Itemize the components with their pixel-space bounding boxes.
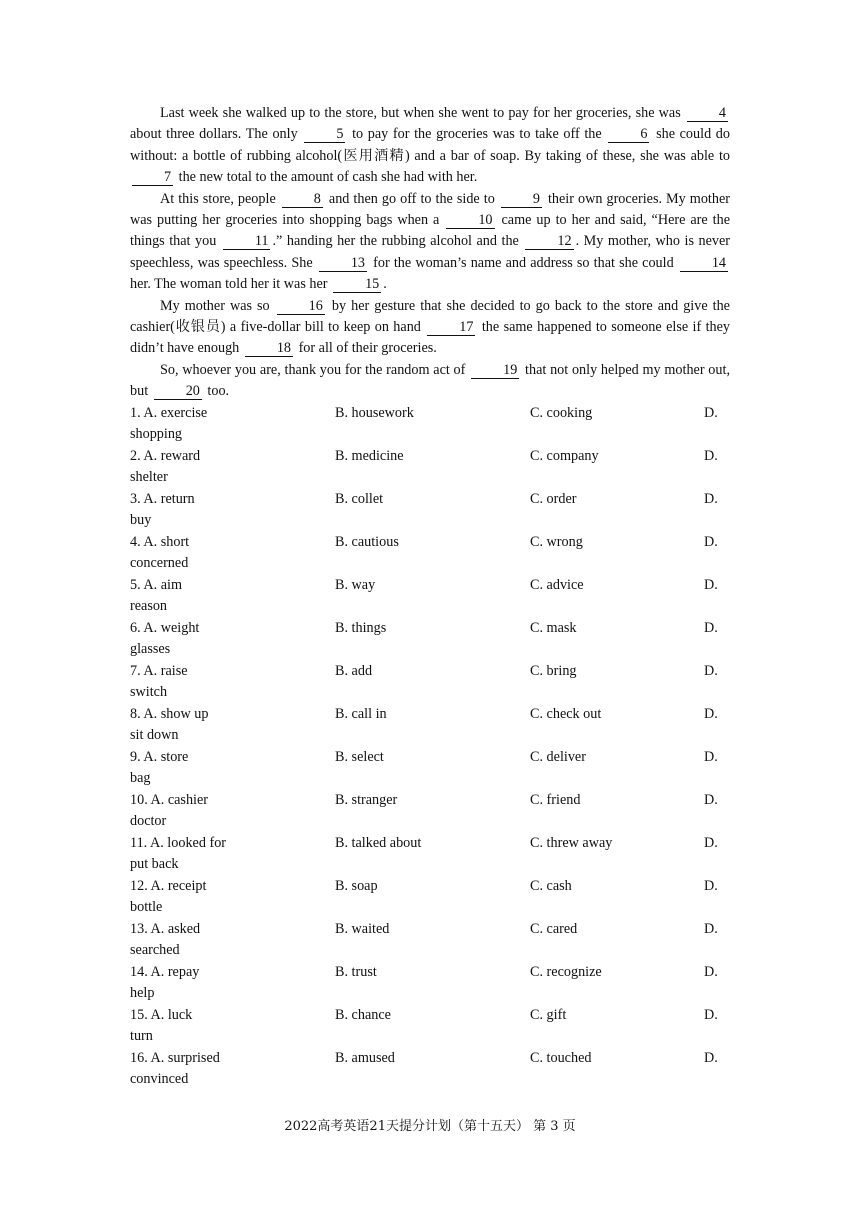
option-c: C. cared (530, 920, 578, 937)
option-d: D. (704, 1049, 718, 1066)
option-d: D. (704, 662, 718, 679)
option-b: B. waited (335, 920, 390, 937)
option-c: C. friend (530, 791, 581, 808)
option-d: D. (704, 619, 718, 636)
question-15-options (130, 1005, 730, 1048)
passage-paragraph (130, 189, 730, 296)
option-c: C. touched (530, 1049, 592, 1066)
passage-text: My mother was so (160, 297, 275, 314)
blank-6: 6 (608, 126, 649, 143)
option-d: D. (704, 404, 718, 421)
option-b: B. amused (335, 1049, 395, 1066)
option-d-text: concerned (130, 555, 189, 572)
question-16-options (130, 1048, 730, 1091)
passage-text: too. (203, 383, 230, 400)
option-d: D. (704, 1006, 718, 1023)
option-c: C. check out (530, 705, 602, 722)
option-a: 14. A. repay (130, 963, 200, 980)
option-d-text: reason (130, 598, 168, 615)
option-b: B. soap (335, 877, 378, 894)
option-c: C. mask (530, 619, 577, 636)
option-b: B. stranger (335, 791, 398, 808)
option-c: C. threw away (530, 834, 613, 851)
option-d: D. (704, 576, 718, 593)
blank-12: 12 (525, 233, 573, 250)
option-c: C. deliver (530, 748, 586, 765)
blank-14: 14 (680, 255, 728, 272)
question-10-options (130, 790, 730, 833)
passage-text: about three dollars. The only (130, 126, 303, 143)
option-a: 3. A. return (130, 490, 195, 507)
option-d: D. (704, 791, 718, 808)
passage-text: . (383, 276, 387, 293)
option-d-text: sit down (130, 727, 179, 744)
option-c: C. advice (530, 576, 584, 593)
option-d: D. (704, 748, 718, 765)
passage-text: So, whoever you are, thank you for the random act of (160, 361, 470, 378)
option-d-text: convinced (130, 1071, 189, 1088)
passage-paragraph (130, 103, 730, 189)
option-a: 13. A. asked (130, 920, 201, 937)
option-d-text: doctor (130, 813, 167, 830)
option-c: C. recognize (530, 963, 602, 980)
option-a: 15. A. luck (130, 1006, 193, 1023)
blank-20: 20 (154, 383, 202, 400)
blank-13: 13 (319, 255, 367, 272)
page-footer: 2022高考英语21天提分计划（第十五天） 第 3 页 (284, 1119, 576, 1134)
passage-text: At this store, people (160, 190, 280, 207)
option-d: D. (704, 963, 718, 980)
option-d-text: switch (130, 684, 168, 701)
option-a: 5. A. aim (130, 576, 183, 593)
question-4-options (130, 532, 730, 575)
document-page (130, 103, 730, 1091)
option-d-text: glasses (130, 641, 171, 658)
option-a: 9. A. store (130, 748, 189, 765)
option-d: D. (704, 490, 718, 507)
blank-11: 11 (223, 233, 271, 250)
question-1-options (130, 403, 730, 446)
passage-paragraph (130, 296, 730, 360)
options-list (130, 403, 730, 1091)
option-b: B. things (335, 619, 387, 636)
option-b: B. way (335, 576, 376, 593)
blank-7: 7 (132, 169, 173, 186)
option-c: C. wrong (530, 533, 583, 550)
option-d: D. (704, 705, 718, 722)
option-b: B. call in (335, 705, 387, 722)
passage-text: Last week she walked up to the store, but when she went to pay for her groceries, she was (160, 105, 685, 121)
option-a: 8. A. show up (130, 705, 209, 722)
option-d-text: put back (130, 856, 179, 873)
passage (130, 103, 730, 403)
option-b: B. trust (335, 963, 377, 980)
option-b: B. cautious (335, 533, 399, 550)
option-a: 1. A. exercise (130, 404, 208, 421)
question-12-options (130, 876, 730, 919)
question-5-options (130, 575, 730, 618)
passage-text: by her gesture that she decided to go back to the store and give the cashier(收银员) a five-dollar bill to keep on hand (130, 297, 730, 336)
passage-text: she could do without: a bottle of rubbing alcohol(医用酒精) and a bar of soap. By taking of these, she was able to (130, 126, 730, 164)
option-d: D. (704, 920, 718, 937)
passage-text: that not only helped my mother out, but (130, 361, 730, 400)
option-d-text: bag (130, 770, 151, 787)
option-d-text: help (130, 985, 155, 1002)
question-2-options (130, 446, 730, 489)
blank-16: 16 (277, 298, 325, 315)
option-b: B. select (335, 748, 384, 765)
option-d-text: bottle (130, 899, 163, 916)
passage-text: her. The woman told her it was her (130, 276, 332, 293)
option-d: D. (704, 877, 718, 894)
option-a: 2. A. reward (130, 447, 201, 464)
blank-5: 5 (304, 126, 345, 143)
option-a: 11. A. looked for (130, 834, 227, 851)
blank-15: 15 (333, 276, 381, 293)
blank-9: 9 (501, 191, 542, 208)
option-d: D. (704, 834, 718, 851)
question-6-options (130, 618, 730, 661)
option-a: 4. A. short (130, 533, 190, 550)
option-c: C. cash (530, 877, 572, 894)
blank-17: 17 (427, 319, 475, 336)
option-a: 16. A. surprised (130, 1049, 220, 1066)
blank-4: 4 (687, 105, 728, 122)
passage-text: for all of their groceries. (295, 340, 437, 357)
blank-8: 8 (282, 191, 323, 208)
option-d-text: buy (130, 512, 152, 529)
question-11-options (130, 833, 730, 876)
option-a: 7. A. raise (130, 662, 188, 679)
option-c: C. company (530, 447, 599, 464)
passage-text: .” handing her the rubbing alcohol and the (272, 233, 524, 250)
option-b: B. collet (335, 490, 384, 507)
option-d-text: shopping (130, 426, 183, 443)
passage-text: to pay for the groceries was to take off the (347, 126, 607, 143)
option-d: D. (704, 447, 718, 464)
option-d-text: searched (130, 942, 180, 959)
question-14-options (130, 962, 730, 1005)
option-a: 10. A. cashier (130, 791, 209, 808)
question-7-options (130, 661, 730, 704)
option-c: C. gift (530, 1006, 567, 1023)
option-b: B. add (335, 662, 373, 679)
option-b: B. chance (335, 1006, 391, 1023)
question-13-options (130, 919, 730, 962)
passage-paragraph (130, 360, 730, 403)
blank-19: 19 (471, 362, 519, 379)
passage-text: the same happened to someone else if they didn’t have enough (130, 319, 730, 357)
option-d-text: turn (130, 1028, 153, 1045)
question-9-options (130, 747, 730, 790)
passage-text: . My mother, who is never speechless, was speechless. She (130, 233, 730, 271)
question-8-options (130, 704, 730, 747)
option-b: B. housework (335, 404, 414, 421)
blank-18: 18 (245, 340, 293, 357)
option-d: D. (704, 533, 718, 550)
passage-text: and then go off to the side to (324, 190, 499, 207)
blank-10: 10 (446, 212, 494, 229)
option-d-text: shelter (130, 469, 168, 486)
passage-text: for the woman’s name and address so that she could (369, 254, 678, 271)
option-a: 6. A. weight (130, 619, 200, 636)
option-c: C. cooking (530, 404, 593, 421)
question-3-options (130, 489, 730, 532)
option-c: C. order (530, 490, 577, 507)
option-b: B. talked about (335, 834, 422, 851)
option-a: 12. A. receipt (130, 877, 207, 894)
option-c: C. bring (530, 662, 577, 679)
passage-text: their own groceries. My mother was putting her groceries into shopping bags when a (130, 190, 730, 229)
passage-text: the new total to the amount of cash she had with her. (175, 169, 478, 186)
option-b: B. medicine (335, 447, 404, 464)
passage-text: came up to her and said, “Here are the things that you (130, 212, 730, 250)
